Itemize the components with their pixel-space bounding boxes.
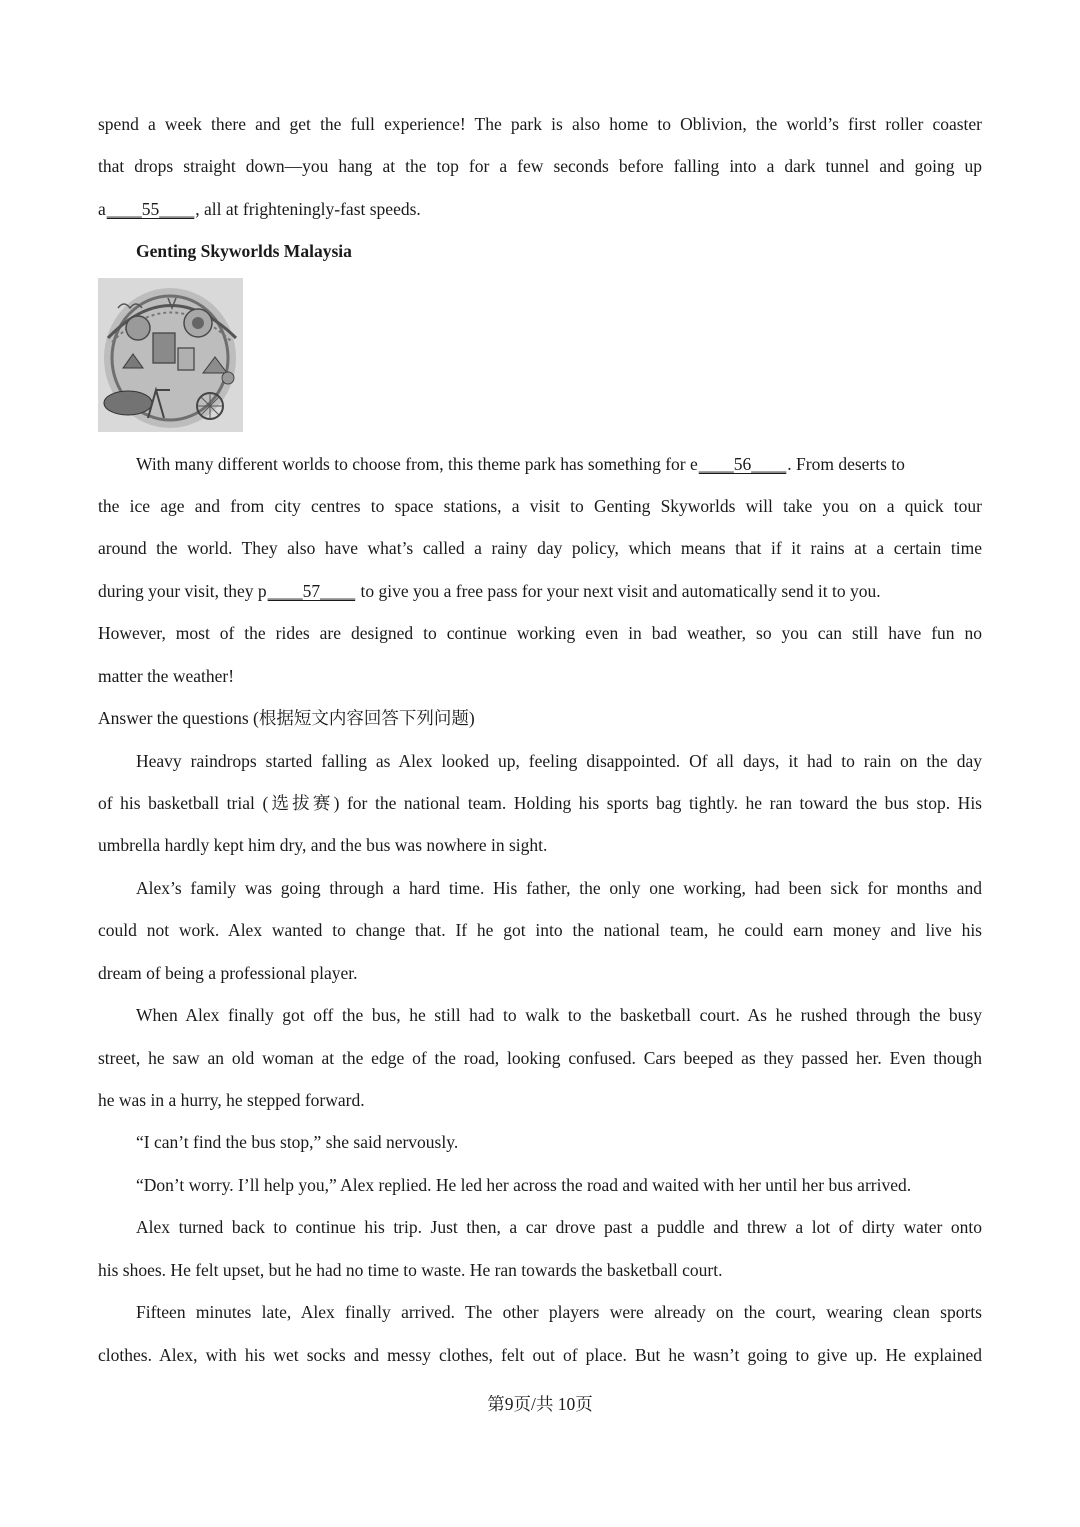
section-heading: Genting Skyworlds Malaysia xyxy=(136,241,352,261)
blank-55[interactable]: ____55____ xyxy=(106,199,195,219)
theme-park-illustration xyxy=(98,278,243,432)
story-line: Fifteen minutes late, Alex finally arrived. The other players were already on the court, wearing clean sports xyxy=(136,1302,982,1322)
story-line: could not work. Alex wanted to change that. If he got into the national team, he could earn money and live his xyxy=(98,920,982,940)
story-line: “I can’t find the bus stop,” she said nervously. xyxy=(136,1132,459,1152)
story-line: Alex turned back to continue his trip. Just then, a car drove past a puddle and threw a lot of dirty water onto xyxy=(136,1217,982,1237)
story-line: Heavy raindrops started falling as Alex looked up, feeling disappointed. Of all days, it had to rain on the day xyxy=(136,751,982,771)
passage-text: to give you a free pass for your next visit and automatically send it to you. xyxy=(356,581,881,601)
story-line: he was in a hurry, he stepped forward. xyxy=(98,1090,365,1110)
page-indicator: 第9页/共 10页 xyxy=(487,1394,593,1414)
story-line: “Don’t worry. I’ll help you,” Alex replied. He led her across the road and waited with her until her bus arrived. xyxy=(136,1175,912,1195)
passage-text: during your visit, they p xyxy=(98,581,267,601)
passage-line-blank-55 xyxy=(98,197,982,221)
story-line: clothes. Alex, with his wet socks and messy clothes, felt out of place. But he wasn’t going to give up. He explained xyxy=(98,1345,982,1365)
passage-line-blank-56 xyxy=(136,452,982,476)
passage-line: around the world. They also have what’s called a rainy day policy, which means that if it rains at a certain time xyxy=(98,538,982,558)
blank-prefix: a xyxy=(98,199,106,219)
passage-line: However, most of the rides are designed to continue working even in bad weather, so you can still have fun no xyxy=(98,623,982,643)
passage-line: spend a week there and get the full experience! The park is also home to Oblivion, the world’s first roller coaster xyxy=(98,114,982,134)
passage-line: that drops straight down—you hang at the top for a few seconds before falling into a dark tunnel and going up xyxy=(98,156,982,176)
story-line: dream of being a professional player. xyxy=(98,963,358,983)
story-line: street, he saw an old woman at the edge of the road, looking confused. Cars beeped as they passed her. Even though xyxy=(98,1048,982,1068)
passage-line-blank-57 xyxy=(98,579,982,603)
story-line: When Alex finally got off the bus, he still had to walk to the basketball court. As he rushed through the busy xyxy=(136,1005,982,1025)
blank-57[interactable]: ____57____ xyxy=(267,581,356,601)
passage-text: With many different worlds to choose from, this theme park has something for e xyxy=(136,454,698,474)
story-line: his shoes. He felt upset, but he had no time to waste. He ran towards the basketball court. xyxy=(98,1260,723,1280)
story-line: of his basketball trial (选拔赛) for the national team. Holding his sports bag tightly. he ran toward the bus stop. His xyxy=(98,793,982,813)
story-line: Alex’s family was going through a hard time. His father, the only one working, had been sick for months and xyxy=(136,878,982,898)
passage-line: the ice age and from city centres to space stations, a visit to Genting Skyworlds will take you on a quick tour xyxy=(98,496,982,516)
question-instruction: Answer the questions (根据短文内容回答下列问题) xyxy=(98,708,475,728)
blank-suffix: , all at frighteningly-fast speeds. xyxy=(195,199,421,219)
passage-line: matter the weather! xyxy=(98,666,235,686)
blank-56[interactable]: ____56____ xyxy=(698,454,787,474)
passage-text: . From deserts to xyxy=(787,454,905,474)
story-line: umbrella hardly kept him dry, and the bus was nowhere in sight. xyxy=(98,835,548,855)
